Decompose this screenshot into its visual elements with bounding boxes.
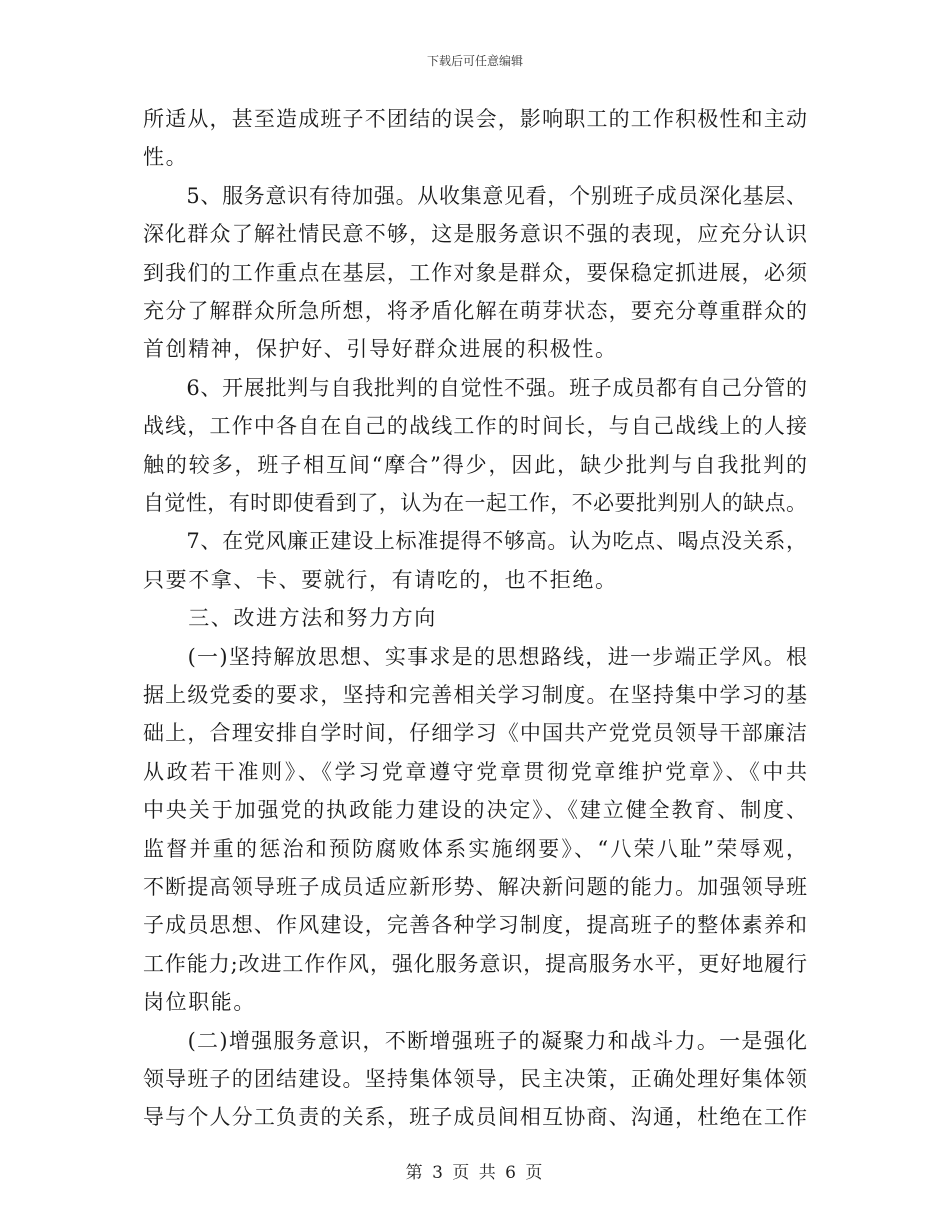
text-line: 子成员思想、作风建设，完善各种学习制度，提高班子的整体素养和 (143, 913, 807, 937)
text-line: 从政若干准则》、《学习党章遵守党章贯彻党章维护党章》、《中共 (143, 760, 807, 784)
text-line: 首创精神，保护好、引导好群众进展的积极性。 (143, 337, 618, 361)
text-line: 只要不拿、卡、要就行，有请吃的，也不拒绝。 (143, 568, 618, 592)
text-line: 础上，合理安排自学时间，仔细学习《中国共产党党员领导干部廉洁 (143, 721, 807, 745)
page-number-footer: 第 3 页 共 6 页 (405, 1163, 545, 1183)
text-line: 不断提高领导班子成员适应新形势、解决新问题的能力。加强领导班 (143, 875, 807, 899)
text-line: 导与个人分工负责的关系，班子成员间相互协商、沟通，杜绝在工作 (143, 1105, 807, 1129)
text-line: 所适从，甚至造成班子不团结的误会，影响职工的工作积极性和主动 (143, 107, 807, 131)
text-line: 充分了解群众所急所想，将矛盾化解在萌芽状态，要充分尊重群众的 (143, 299, 807, 323)
text-line: 性。 (143, 145, 189, 169)
text-line: 中央关于加强党的执政能力建设的决定》、《建立健全教育、制度、 (143, 798, 807, 822)
text-line: 到我们的工作重点在基层，工作对象是群众，要保稳定抓进展，必须 (143, 261, 807, 285)
text-line: 领导班子的团结建设。坚持集体领导，民主决策，正确处理好集体领 (143, 1067, 807, 1091)
text-line: 深化群众了解社情民意不够，这是服务意识不强的表现，应充分认识 (143, 222, 807, 246)
text-line: 据上级党委的要求，坚持和完善相关学习制度。在坚持集中学习的基 (143, 683, 807, 707)
text-line: 监督并重的惩治和预防腐败体系实施纲要》、“八荣八耻”荣辱观， (143, 837, 807, 861)
text-line: 5、服务意识有待加强。从收集意见看，个别班子成员深化基层、 (143, 184, 807, 208)
text-line: 7、在党风廉正建设上标准提得不够高。认为吃点、喝点没关系， (143, 529, 807, 553)
text-line: (二)增强服务意识，不断增强班子的凝聚力和战斗力。一是强化 (143, 1029, 807, 1053)
text-line: (一)坚持解放思想、实事求是的思想路线，进一步端正学风。根 (143, 645, 807, 669)
text-line: 岗位职能。 (143, 990, 256, 1014)
text-line: 自觉性，有时即使看到了，认为在一起工作，不必要批判别人的缺点。 (143, 491, 807, 515)
text-line: 战线，工作中各自在自己的战线工作的时间长，与自己战线上的人接 (143, 414, 807, 438)
text-line: 触的较多，班子相互间“摩合”得少，因此，缺少批判与自我批判的 (143, 453, 807, 477)
text-line: 6、开展批判与自我批判的自觉性不强。班子成员都有自己分管的 (143, 376, 807, 400)
text-line: 工作能力;改进工作作风，强化服务意识，提高服务水平，更好地履行 (143, 952, 807, 976)
section-heading: 三、改进方法和努力方向 (143, 606, 437, 630)
page-header: 下载后可任意编辑 (426, 54, 523, 68)
